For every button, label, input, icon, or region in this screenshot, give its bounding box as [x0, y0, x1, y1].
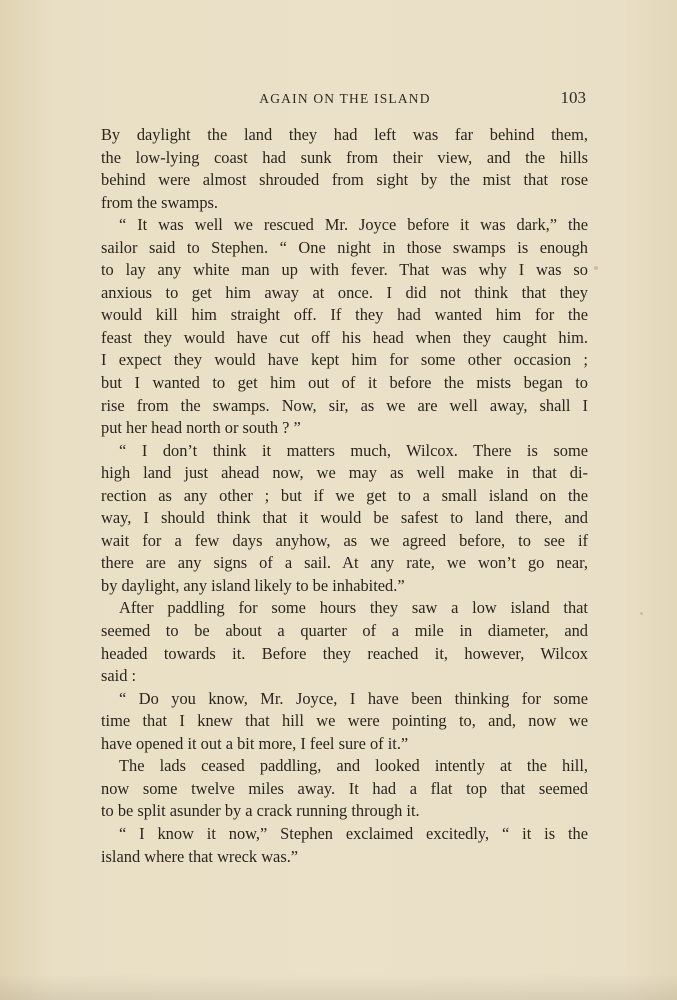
text-line: behind were almost shrouded from sight by the mist that rose: [101, 170, 588, 190]
body-text: [101, 124, 588, 868]
text-line: said :: [101, 666, 137, 686]
text-line: the low-lying coast had sunk from their view, and the hills: [101, 147, 588, 167]
text-line: anxious to get him away at once. I did not think that they: [101, 282, 588, 302]
text-line: After paddling for some hours they saw a low island that: [119, 598, 588, 618]
text-line: now some twelve miles away. It had a flat top that seemed: [101, 778, 588, 798]
text-line: seemed to be about a quarter of a mile in diameter, and: [101, 621, 588, 641]
text-line: “ I know it now,” Stephen exclaimed excitedly, “ it is the: [119, 823, 588, 843]
text-line: By daylight the land they had left was far behind them,: [101, 125, 588, 144]
paper-speck: [640, 612, 643, 615]
text-line: to lay any white man up with fever. That was why I was so: [101, 260, 588, 280]
page-bottom-shadow: [0, 974, 677, 1000]
text-line: island where that wreck was.”: [101, 846, 299, 866]
running-title: AGAIN ON THE ISLAND: [259, 91, 431, 106]
text-line: time that I knew that hill we were pointing to, and, now we: [101, 711, 588, 731]
paper-speck: [594, 266, 598, 270]
text-line: sailor said to Stephen. “ One night in those swamps is enough: [101, 237, 588, 257]
text-line: from the swamps.: [101, 192, 218, 212]
text-line: but I wanted to get him out of it before the mists began to: [101, 373, 588, 393]
text-line: “ I don’t think it matters much, Wilcox. There is some: [119, 440, 588, 460]
text-line: to be split asunder by a crack running through it.: [101, 801, 420, 821]
text-line: put her head north or south ? ”: [101, 418, 301, 438]
text-line: feast they would have cut off his head when they caught him.: [101, 327, 588, 347]
text-line: there are any signs of a sail. At any rate, we won’t go near,: [101, 553, 588, 573]
page-number: 103: [560, 88, 586, 107]
text-line: rection as any other ; but if we get to a small island on the: [101, 485, 588, 505]
text-line: by daylight, any island likely to be inhabited.”: [101, 575, 405, 595]
text-line: way, I should think that it would be safest to land there, and: [101, 508, 588, 528]
text-line: have opened it out a bit more, I feel sure of it.”: [101, 733, 409, 753]
text-line: headed towards it. Before they reached it, however, Wilcox: [101, 643, 588, 663]
text-line: high land just ahead now, we may as well make in that di-: [101, 463, 588, 483]
text-line: I expect they would have kept him for some other occasion ;: [101, 350, 588, 370]
text-line: wait for a few days anyhow, as we agreed before, to see if: [101, 530, 588, 550]
text-line: “ It was well we rescued Mr. Joyce before it was dark,” the: [119, 215, 588, 235]
text-line: would kill him straight off. If they had wanted him for the: [101, 305, 588, 325]
text-line: rise from the swamps. Now, sir, as we are well away, shall I: [101, 395, 588, 415]
text-line: “ Do you know, Mr. Joyce, I have been thinking for some: [119, 688, 588, 708]
text-line: The lads ceased paddling, and looked intently at the hill,: [119, 756, 588, 776]
running-head: [102, 88, 588, 110]
